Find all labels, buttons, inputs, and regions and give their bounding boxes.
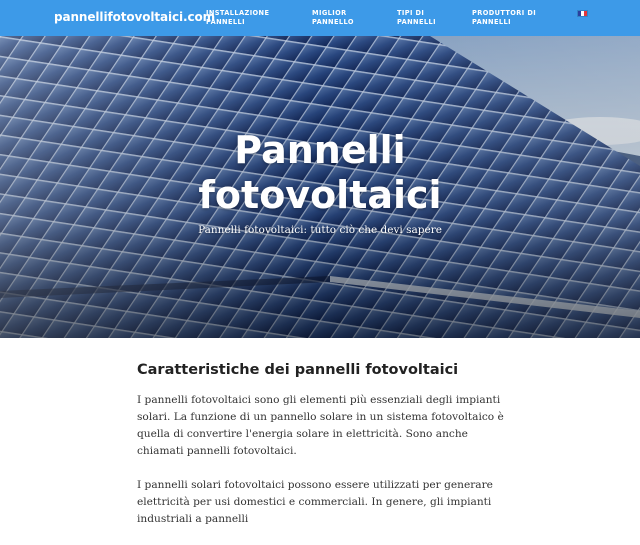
nav-item-label: PANNELLI — [206, 18, 245, 26]
nav-item-label: PANNELLI — [472, 18, 511, 26]
site-logo-link[interactable]: pannellifotovoltaici.com — [54, 10, 216, 24]
nav-item-label: MIGLIOR — [312, 9, 347, 17]
nav-item-label: PANNELLI — [397, 18, 436, 26]
nav-item-label: PANNELLO — [312, 18, 354, 26]
article-content — [137, 362, 505, 545]
nav-item-label: PRODUTTORI DI — [472, 9, 537, 17]
hero-subtitle: Pannelli fotovoltaici: tutto ciò che devi sapere — [198, 224, 442, 236]
france-flag-icon[interactable] — [577, 10, 588, 17]
nav-item-miglior-pannello[interactable] — [312, 9, 354, 27]
section-heading: Caratteristiche dei pannelli fotovoltaici — [137, 362, 459, 378]
hero-title — [0, 128, 640, 218]
hero-title-line: Pannelli — [234, 128, 406, 172]
hero-banner — [0, 36, 640, 338]
top-navbar — [0, 0, 640, 36]
nav-item-label: INSTALLAZIONE — [206, 9, 270, 17]
hero-title-line: fotovoltaici — [198, 173, 442, 217]
nav-item-tipi-di-pannelli[interactable] — [397, 9, 436, 27]
article-paragraph: I pannelli fotovoltaici sono gli elementi più essenziali degli impianti solari. La funzione di un pannello solare in un sistema fotovoltaico è quella di convertire l'energia solare in elettricità. Sono anche chiamati pannelli fotovoltaici. — [137, 394, 504, 457]
nav-item-label: TIPI DI — [397, 9, 425, 17]
nav-item-installazione-pannelli[interactable] — [206, 9, 269, 27]
article-paragraph: I pannelli solari fotovoltaici possono essere utilizzati per generare elettricità per usi domestici e commerciali. In genere, gli impianti industriali a pannelli — [137, 479, 493, 525]
nav-item-produttori-di-pannelli[interactable] — [472, 9, 536, 27]
